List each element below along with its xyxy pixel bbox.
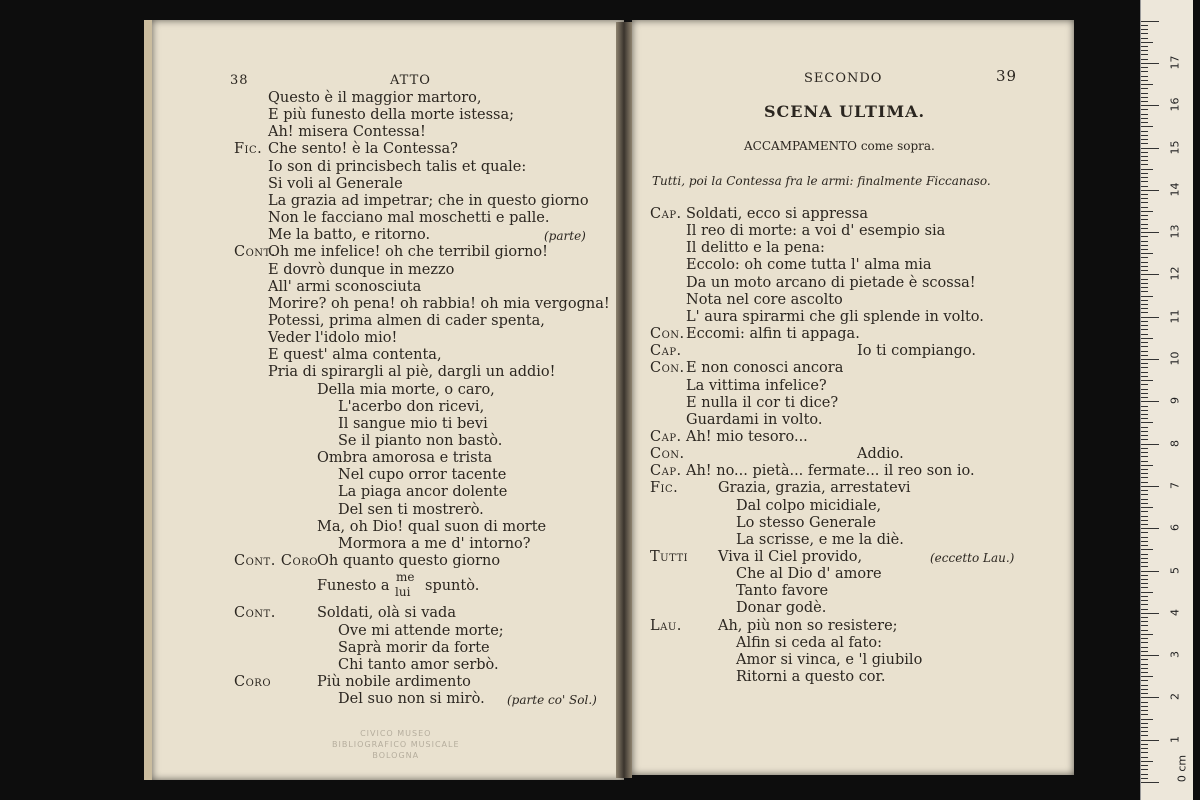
right-page — [632, 20, 1074, 775]
ruler-tick — [1141, 494, 1148, 495]
ruler-tick — [1141, 630, 1148, 631]
ruler-tick — [1141, 579, 1148, 580]
verse-line: Funesto a — [317, 578, 390, 595]
ruler-tick — [1141, 160, 1148, 161]
ruler-tick — [1141, 262, 1148, 263]
ruler-tick — [1141, 29, 1148, 30]
ruler-tick — [1141, 135, 1148, 136]
ruler-tick — [1141, 668, 1148, 669]
ruler-tick — [1141, 680, 1148, 681]
ruler-label: 13 — [1168, 224, 1182, 239]
ruler-label: 14 — [1168, 182, 1182, 197]
verse-line: Non le facciano mal moschetti e palle. — [268, 210, 550, 227]
ruler-tick — [1141, 507, 1153, 508]
ruler-tick — [1141, 765, 1148, 766]
ruler-tick — [1141, 80, 1148, 81]
ruler-tick — [1141, 283, 1148, 284]
verse-line: Eccomi: alfin ti appaga. — [686, 326, 860, 343]
ruler-tick — [1141, 600, 1148, 601]
running-head: ATTO — [390, 73, 431, 88]
verse-line: Veder l'idolo mio! — [268, 330, 398, 347]
verse-line: E quest' alma contenta, — [268, 347, 442, 364]
ruler-tick — [1141, 76, 1148, 77]
ruler-tick — [1141, 583, 1148, 584]
ruler-tick — [1141, 211, 1153, 212]
verse-line: Il delitto e la pena: — [686, 240, 825, 257]
verse-line: La piaga ancor dolente — [338, 484, 508, 501]
verse-line: Il sangue mio ti bevi — [338, 415, 488, 432]
ruler-tick — [1141, 651, 1148, 652]
verse-line: Del suo non si mirò. — [338, 691, 485, 708]
verse-line: Nota nel core ascolto — [686, 291, 843, 308]
ruler-tick — [1141, 219, 1148, 220]
ruler-label: 3 — [1168, 651, 1182, 659]
speaker-label: Con. — [650, 446, 685, 463]
ruler-tick — [1141, 25, 1148, 26]
ruler-tick — [1141, 63, 1159, 64]
ruler-tick — [1141, 549, 1153, 550]
ruler-tick — [1141, 439, 1148, 440]
verse-line: Alfin si ceda al fato: — [736, 634, 882, 651]
verse-line: E dovrò dunque in mezzo — [268, 261, 455, 278]
scene-title: SCENA ULTIMA. — [764, 102, 926, 121]
ruler-tick — [1141, 516, 1148, 517]
ruler-label: 12 — [1168, 266, 1182, 281]
ruler-tick — [1141, 122, 1148, 123]
ruler-label: 17 — [1168, 55, 1182, 70]
ruler-tick — [1141, 782, 1159, 783]
ruler-tick — [1141, 148, 1159, 149]
ruler-tick — [1141, 304, 1148, 305]
left-page — [144, 20, 624, 780]
ruler-tick — [1141, 621, 1148, 622]
verse-line: La scrisse, e me la diè. — [736, 531, 904, 548]
verse-line: Questo è il maggior martoro, — [268, 90, 482, 106]
ruler-tick — [1141, 156, 1148, 157]
verse-line: Addio. — [857, 446, 904, 463]
ruler-tick — [1141, 236, 1148, 237]
ruler-tick — [1141, 202, 1148, 203]
verse-line: Che al Dio d' amore — [736, 566, 882, 583]
ruler-tick — [1141, 537, 1148, 538]
stage-note: (parte) — [544, 229, 586, 244]
ruler-tick — [1141, 499, 1148, 500]
ruler-tick — [1141, 642, 1148, 643]
ruler-tick — [1141, 473, 1148, 474]
speaker-label: Con. — [650, 360, 685, 377]
ruler-tick — [1141, 279, 1148, 280]
ruler-tick — [1141, 554, 1148, 555]
ruler-tick — [1141, 761, 1153, 762]
ruler-tick — [1141, 38, 1148, 39]
ruler-tick — [1141, 558, 1148, 559]
ruler-tick — [1141, 710, 1148, 711]
ruler-label: 11 — [1168, 309, 1182, 324]
ruler-tick — [1141, 88, 1148, 89]
ruler-tick — [1141, 101, 1148, 102]
ruler-tick — [1141, 689, 1148, 690]
ruler-tick — [1141, 448, 1148, 449]
ruler-tick — [1141, 207, 1148, 208]
ruler-tick — [1141, 287, 1148, 288]
ruler-tick — [1141, 664, 1148, 665]
ruler-label: 9 — [1168, 397, 1182, 405]
ruler-tick — [1141, 346, 1148, 347]
ruler-tick — [1141, 757, 1148, 758]
ruler-tick — [1141, 376, 1148, 377]
ruler-tick — [1141, 520, 1148, 521]
verse-line: Il reo di morte: a voi d' esempio sia — [686, 223, 946, 240]
speaker-label: Cap. — [650, 463, 682, 480]
page-number: 39 — [996, 67, 1018, 85]
ruler-tick — [1141, 300, 1148, 301]
verse-line: Della mia morte, o caro, — [317, 381, 495, 398]
verse-line: La grazia ad impetrar; che in questo giorno — [268, 192, 589, 209]
ruler-tick — [1141, 477, 1148, 478]
ruler-tick — [1141, 511, 1148, 512]
ruler-tick — [1141, 422, 1153, 423]
ruler-label: 2 — [1168, 693, 1182, 701]
speaker-label: Cap. — [650, 343, 682, 360]
ruler-tick — [1141, 139, 1148, 140]
verse-line: Donar godè. — [736, 600, 827, 617]
verse-line: Ritorni a questo cor. — [736, 669, 886, 686]
verse-line: La vittima infelice? — [686, 377, 827, 394]
ruler-tick — [1141, 587, 1148, 588]
ruler-tick — [1141, 177, 1148, 178]
verse-line: Più nobile ardimento — [317, 673, 471, 690]
ruler-tick — [1141, 93, 1148, 94]
ruler-tick — [1141, 401, 1159, 402]
stage-note: (parte co' Sol.) — [507, 693, 597, 708]
ruler-tick — [1141, 84, 1153, 85]
ruler-tick — [1141, 465, 1153, 466]
ruler-tick — [1141, 126, 1153, 127]
verse-line: Chi tanto amor serbò. — [338, 656, 499, 673]
ruler-tick — [1141, 194, 1148, 195]
verse-line: Se il pianto non bastò. — [338, 433, 503, 449]
ruler-tick — [1141, 181, 1148, 182]
verse-line: Tanto favore — [736, 583, 829, 600]
verse-line: E più funesto della morte istessa; — [268, 107, 515, 124]
verse-line: lui — [395, 585, 411, 600]
ruler-tick — [1141, 308, 1148, 309]
ruler-tick — [1141, 719, 1153, 720]
ruler-tick — [1141, 42, 1153, 43]
ruler-tick — [1141, 173, 1148, 174]
page-number: 38 — [230, 73, 249, 88]
verse-line: Soldati, olà si vada — [317, 605, 456, 622]
ruler-tick — [1141, 249, 1148, 250]
speaker-label: Tutti — [650, 549, 689, 565]
ruler-label: 1 — [1168, 735, 1182, 743]
verse-line: Eccolo: oh come tutta l' alma mia — [686, 257, 932, 274]
ruler-tick — [1141, 727, 1148, 728]
ruler-tick — [1141, 431, 1148, 432]
ruler-tick — [1141, 609, 1148, 610]
ruler-tick — [1141, 232, 1159, 233]
ruler-tick — [1141, 67, 1148, 68]
ruler-tick — [1141, 334, 1148, 335]
ruler-tick — [1141, 647, 1148, 648]
ruler-tick — [1141, 118, 1148, 119]
verse-line: Ah! no... pietà... fermate... il reo son io. — [686, 463, 975, 480]
ruler-tick — [1141, 21, 1159, 22]
ruler-tick — [1141, 143, 1148, 144]
speaker-label: Fic. — [650, 480, 679, 497]
verse-line: E non conosci ancora — [686, 360, 844, 377]
ruler-tick — [1141, 105, 1159, 106]
ruler-tick — [1141, 714, 1148, 715]
speaker-label: Lau. — [650, 617, 682, 634]
verse-line: Soldati, ecco si appressa — [686, 206, 869, 222]
ruler-label: 15 — [1168, 140, 1182, 154]
verse-line: Me la batto, e ritorno. — [268, 227, 431, 244]
verse-line: Nel cupo orror tacente — [338, 467, 507, 484]
verse-line: Guardami in volto. — [686, 411, 823, 428]
ruler-label: 4 — [1168, 608, 1182, 616]
speaker-label: Cap. — [650, 428, 682, 445]
verse-line: Ah, più non so resistere; — [718, 617, 898, 634]
ruler-label: 8 — [1168, 439, 1182, 447]
speaker-label: Coro — [234, 673, 272, 690]
verse-line: Da un moto arcano di pietade è scossa! — [686, 274, 976, 291]
verse-line: L' aura spirarmi che gli splende in volto. — [686, 308, 984, 325]
ruler-tick — [1141, 325, 1148, 326]
verse-line: Pria di spirargli al piè, dargli un addio! — [268, 364, 556, 381]
ruler-tick — [1141, 486, 1159, 487]
ruler-tick — [1141, 329, 1148, 330]
ruler-tick — [1141, 596, 1148, 597]
ruler-tick — [1141, 702, 1148, 703]
ruler-tick — [1141, 617, 1148, 618]
ruler-tick — [1141, 778, 1148, 779]
ruler-tick — [1141, 321, 1148, 322]
ruler-tick — [1141, 482, 1148, 483]
ruler-tick — [1141, 33, 1148, 34]
scene-setting: ACCAMPAMENTO come sopra. — [744, 139, 935, 153]
ruler-label: 0 cm — [1175, 754, 1189, 783]
ruler-tick — [1141, 224, 1148, 225]
ruler-tick — [1141, 697, 1159, 698]
ruler-label: 7 — [1168, 481, 1182, 489]
ruler-tick — [1141, 672, 1148, 673]
ruler-tick — [1141, 456, 1148, 457]
ruler-tick — [1141, 532, 1148, 533]
ruler-tick — [1141, 613, 1159, 614]
measurement-ruler — [1140, 0, 1193, 800]
ruler-tick — [1141, 351, 1148, 352]
ruler-tick — [1141, 253, 1153, 254]
ruler-tick — [1141, 169, 1153, 170]
ruler-tick — [1141, 186, 1148, 187]
verse-line: L'acerbo don ricevi, — [338, 398, 485, 415]
ruler-tick — [1141, 97, 1148, 98]
speaker-label: Cont. — [234, 605, 276, 622]
ruler-tick — [1141, 444, 1159, 445]
ruler-tick — [1141, 152, 1148, 153]
ruler-tick — [1141, 59, 1148, 60]
verse-line: Oh me infelice! oh che terribil giorno! — [268, 244, 548, 261]
ruler-tick — [1141, 393, 1148, 394]
verse-line: Del sen ti mostrerò. — [338, 501, 484, 518]
ruler-tick — [1141, 418, 1148, 419]
verse-line: Dal colpo micidiale, — [736, 497, 882, 514]
verse-line: Grazia, grazia, arrestatevi — [718, 480, 911, 497]
ruler-tick — [1141, 198, 1148, 199]
ruler-tick — [1141, 114, 1148, 115]
ruler-tick — [1141, 266, 1148, 267]
verse-line: Viva il Ciel provido, — [718, 549, 863, 565]
verse-line: me — [396, 570, 415, 585]
ruler-tick — [1141, 706, 1148, 707]
ruler-tick — [1141, 397, 1148, 398]
ruler-tick — [1141, 469, 1148, 470]
verse-line: Ombra amorosa e trista — [317, 450, 493, 467]
verse-line: Si voli al Generale — [268, 175, 403, 192]
ruler-tick — [1141, 372, 1148, 373]
running-head: SECONDO — [804, 71, 883, 86]
ruler-tick — [1141, 363, 1148, 364]
ruler-tick — [1141, 740, 1159, 741]
ruler-tick — [1141, 524, 1148, 525]
stage-direction: Tutti, poi la Contessa fra le armi: finalmente Ficcanaso. — [652, 174, 991, 188]
verse-line: Ah! misera Contessa! — [268, 124, 426, 141]
verse-line: Ah! mio tesoro... — [686, 428, 808, 445]
verse-line: Saprà morir da forte — [338, 639, 490, 656]
verse-line: E nulla il cor ti dice? — [686, 394, 839, 411]
ruler-tick — [1141, 389, 1148, 390]
ruler-tick — [1141, 270, 1148, 271]
ruler-tick — [1141, 638, 1148, 639]
ruler-tick — [1141, 744, 1148, 745]
ruler-tick — [1141, 164, 1148, 165]
ruler-tick — [1141, 215, 1148, 216]
ruler-tick — [1141, 257, 1148, 258]
ruler-tick — [1141, 592, 1153, 593]
speaker-label: Cont. Coro — [234, 553, 318, 570]
ruler-tick — [1141, 571, 1159, 572]
verse-line: Morire? oh pena! oh rabbia! oh mia vergogna! — [268, 295, 610, 312]
ruler-tick — [1141, 562, 1148, 563]
ruler-tick — [1141, 54, 1148, 55]
speaker-label: Fic. — [234, 141, 263, 158]
ruler-tick — [1141, 731, 1148, 732]
ruler-tick — [1141, 723, 1148, 724]
verse-line: All' armi sconosciuta — [268, 278, 422, 295]
ruler-tick — [1141, 131, 1148, 132]
ruler-tick — [1141, 291, 1148, 292]
speaker-label: Con. — [650, 326, 685, 343]
verse-line: Potessi, prima almen di cader spenta, — [268, 312, 545, 329]
verse-line: Amor si vinca, e 'l giubilo — [736, 651, 923, 668]
verse-line: Io ti compiango. — [857, 343, 977, 360]
ruler-tick — [1141, 452, 1148, 453]
verse-line: Io son di princisbech talis et quale: — [268, 158, 527, 175]
ruler-tick — [1141, 659, 1148, 660]
ruler-tick — [1141, 190, 1159, 191]
ruler-tick — [1141, 655, 1159, 656]
ruler-label: 6 — [1168, 524, 1182, 532]
ruler-tick — [1141, 752, 1148, 753]
ruler-tick — [1141, 317, 1159, 318]
ruler-tick — [1141, 338, 1153, 339]
ruler-tick — [1141, 604, 1148, 605]
book-gutter — [616, 22, 632, 778]
ruler-tick — [1141, 367, 1148, 368]
speaker-label: Cap. — [650, 206, 682, 222]
verse-line: Oh quanto questo giorno — [317, 553, 501, 570]
ruler-tick — [1141, 503, 1148, 504]
verse-line: Che sento! è la Contessa? — [268, 141, 458, 158]
verse-line: Ma, oh Dio! qual suon di morte — [317, 518, 547, 535]
ruler-tick — [1141, 241, 1148, 242]
ruler-tick — [1141, 427, 1148, 428]
ruler-label: 16 — [1168, 97, 1182, 112]
ruler-tick — [1141, 71, 1148, 72]
verse-line: spuntò. — [425, 578, 480, 595]
ruler-label: 5 — [1168, 566, 1182, 574]
library-stamp: CIVICO MUSEO BIBLIOGRAFICO MUSICALE BOLOGNA — [332, 729, 460, 760]
ruler-tick — [1141, 566, 1148, 567]
ruler-label: 10 — [1168, 351, 1182, 366]
ruler-tick — [1141, 342, 1148, 343]
ruler-tick — [1141, 735, 1148, 736]
ruler-tick — [1141, 296, 1153, 297]
ruler-tick — [1141, 490, 1148, 491]
ruler-tick — [1141, 545, 1148, 546]
ruler-tick — [1141, 774, 1148, 775]
ruler-tick — [1141, 634, 1153, 635]
ruler-tick — [1141, 748, 1148, 749]
verse-line: Ove mi attende morte; — [338, 622, 504, 639]
ruler-tick — [1141, 575, 1148, 576]
ruler-tick — [1141, 410, 1148, 411]
ruler-tick — [1141, 359, 1159, 360]
ruler-tick — [1141, 685, 1148, 686]
ruler-tick — [1141, 461, 1148, 462]
ruler-tick — [1141, 355, 1148, 356]
ruler-tick — [1141, 109, 1148, 110]
ruler-tick — [1141, 676, 1153, 677]
stage-note: (eccetto Lau.) — [930, 551, 1015, 565]
ruler-tick — [1141, 693, 1148, 694]
ruler-tick — [1141, 414, 1148, 415]
speaker-label: Cont. — [234, 244, 276, 261]
ruler-tick — [1141, 274, 1159, 275]
ruler-tick — [1141, 625, 1148, 626]
ruler-tick — [1141, 528, 1159, 529]
ruler-tick — [1141, 50, 1148, 51]
ruler-tick — [1141, 380, 1153, 381]
ruler-tick — [1141, 384, 1148, 385]
ruler-tick — [1141, 435, 1148, 436]
ruler-tick — [1141, 769, 1148, 770]
ruler-tick — [1141, 228, 1148, 229]
verse-line: Lo stesso Generale — [736, 514, 876, 531]
ruler-tick — [1141, 312, 1148, 313]
ruler-tick — [1141, 541, 1148, 542]
ruler-tick — [1141, 406, 1148, 407]
verse-line: Mormora a me d' intorno? — [338, 535, 531, 552]
ruler-tick — [1141, 46, 1148, 47]
ruler-tick — [1141, 245, 1148, 246]
